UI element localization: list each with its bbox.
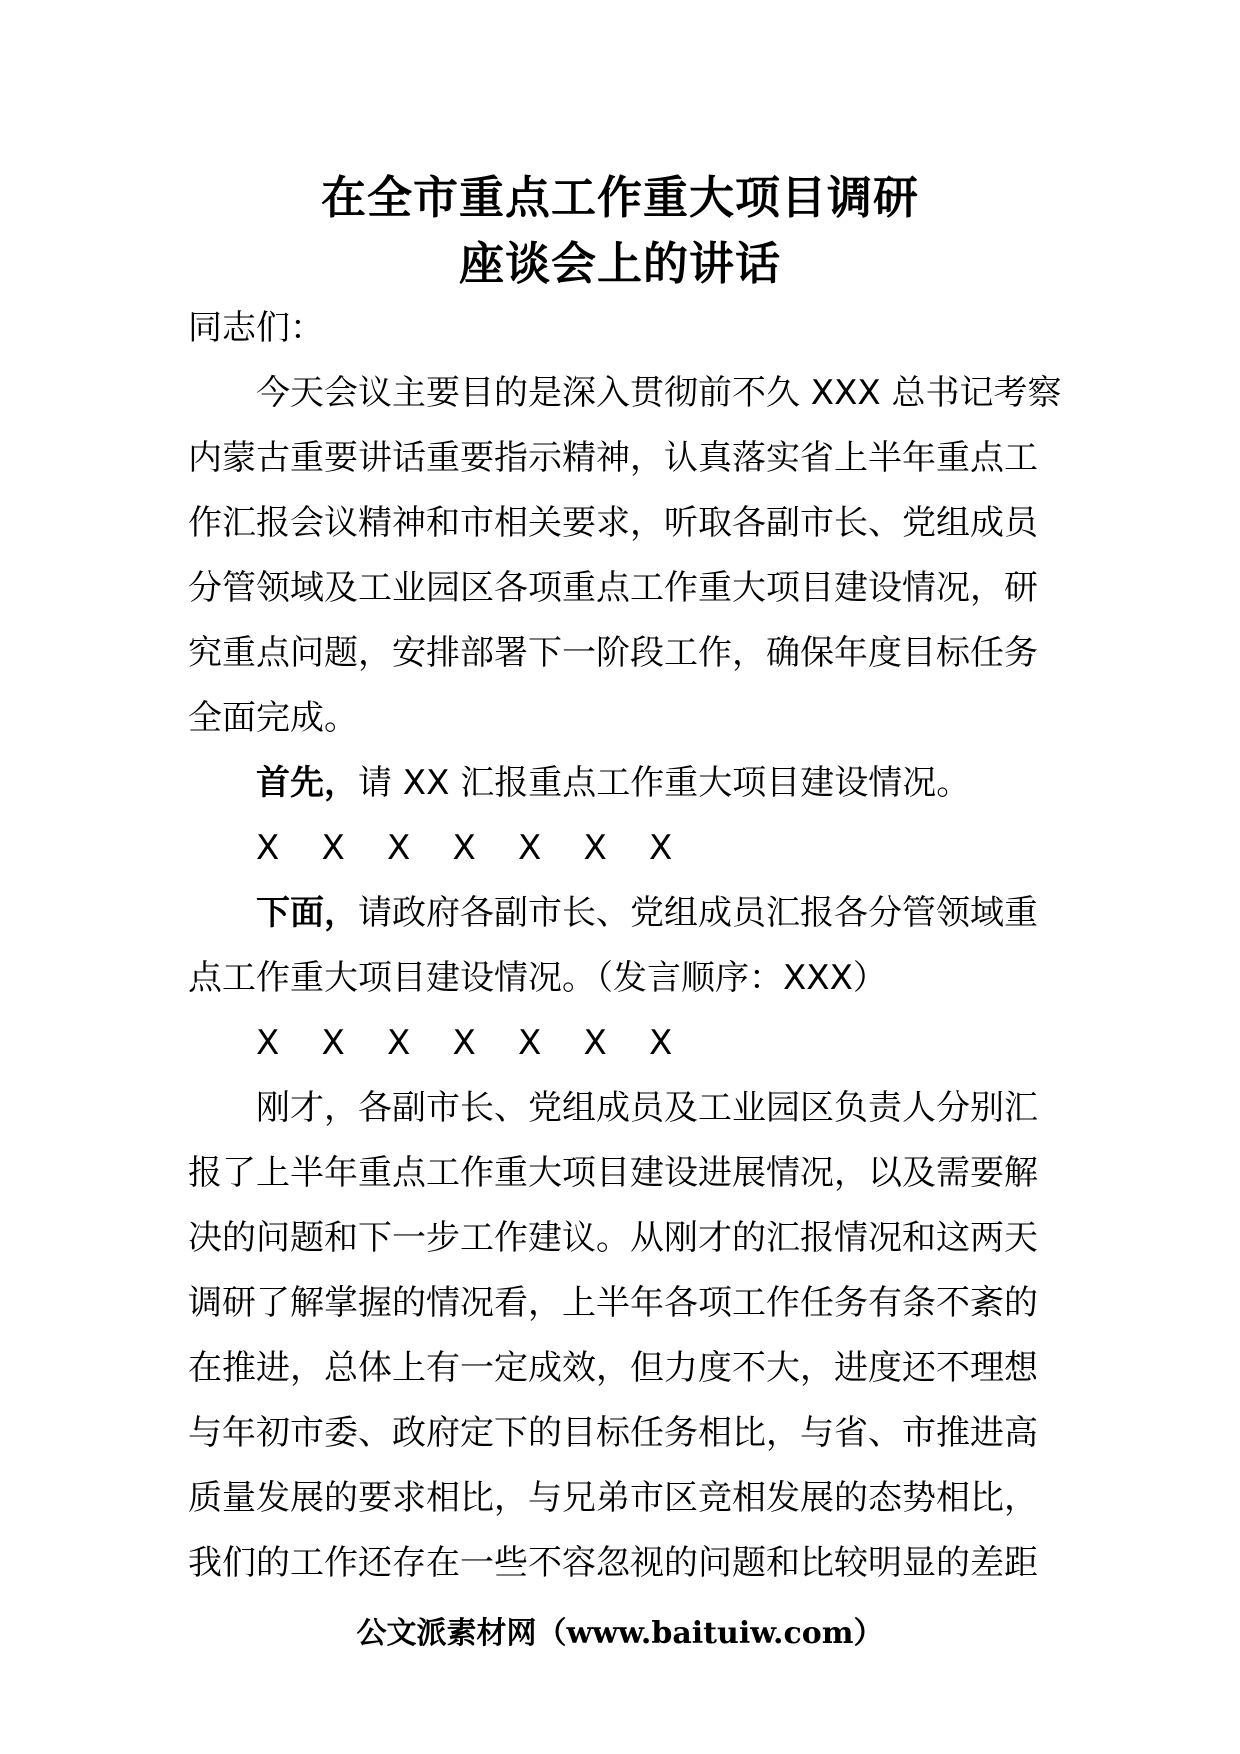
placeholder-x-row-1 <box>188 816 1068 881</box>
paragraph-1-line-5: 究重点问题，安排部署下一阶段工作，确保年度目标任务 <box>188 633 1038 673</box>
placeholder-x-row-2 <box>188 1011 1068 1076</box>
x-mark: X <box>256 828 280 868</box>
paragraph-3-text: 请政府各副市长、党组成员汇报各分管领域重 <box>358 893 1038 933</box>
paragraph-4-line-7: 质量发展的要求相比，与兄弟市区竞相发展的态势相比， <box>188 1478 1038 1518</box>
paragraph-3-line-2: 点工作重大项目建设情况。（发言顺序：XXX） <box>188 958 887 998</box>
paragraph-4-line-1: 刚才，各副市长、党组成员及工业园区负责人分别汇 <box>256 1088 1038 1128</box>
paragraph-2-lead: 首先， <box>256 763 358 803</box>
paragraph-1-line-1: 今天会议主要目的是深入贯彻前不久 XXX 总书记考察 <box>256 373 1062 413</box>
x-mark: X <box>387 828 411 868</box>
paragraph-1-line-3: 作汇报会议精神和市相关要求，听取各副市长、党组成员 <box>188 503 1038 543</box>
x-mark: X <box>452 1023 476 1063</box>
paragraph-1-line-6: 全面完成。 <box>188 698 358 738</box>
x-mark: X <box>387 1023 411 1063</box>
x-mark: X <box>518 1023 542 1063</box>
speech-body <box>188 296 1068 1596</box>
x-mark: X <box>452 828 476 868</box>
paragraph-1-line-2: 内蒙古重要讲话重要指示精神，认真落实省上半年重点工 <box>188 438 1038 478</box>
x-mark: X <box>649 828 673 868</box>
document-title-line-2: 座谈会上的讲话 <box>458 237 781 290</box>
paragraph-1-line-4: 分管领域及工业园区各项重点工作重大项目建设情况，研 <box>188 568 1038 608</box>
x-mark: X <box>583 828 607 868</box>
x-mark: X <box>649 1023 673 1063</box>
x-mark: X <box>583 1023 607 1063</box>
paragraph-4-line-8: 我们的工作还存在一些不容忽视的问题和比较明显的差距 <box>188 1543 1038 1583</box>
document-title-line-1: 在全市重点工作重大项目调研 <box>320 171 919 224</box>
x-mark: X <box>518 828 542 868</box>
paragraph-2-text: 请 XX 汇报重点工作重大项目建设情况。 <box>358 763 971 803</box>
page-footer: 公文派素材网（www.baituiw.com） <box>356 1616 884 1651</box>
x-mark: X <box>321 828 345 868</box>
paragraph-4-line-3: 决的问题和下一步工作建议。从刚才的汇报情况和这两天 <box>188 1218 1038 1258</box>
paragraph-2 <box>188 751 1068 816</box>
paragraph-4-line-4: 调研了解掌握的情况看，上半年各项工作任务有条不紊的 <box>188 1283 1038 1323</box>
x-mark: X <box>256 1023 280 1063</box>
salutation: 同志们： <box>188 308 324 348</box>
paragraph-4-line-5: 在推进，总体上有一定成效，但力度不大，进度还不理想 <box>188 1348 1038 1388</box>
paragraph-4-line-2: 报了上半年重点工作重大项目建设进展情况，以及需要解 <box>188 1153 1038 1193</box>
paragraph-4-line-6: 与年初市委、政府定下的目标任务相比，与省、市推进高 <box>188 1413 1038 1453</box>
x-mark: X <box>321 1023 345 1063</box>
paragraph-3-line-1 <box>188 881 1068 946</box>
paragraph-3-lead: 下面， <box>256 893 358 933</box>
